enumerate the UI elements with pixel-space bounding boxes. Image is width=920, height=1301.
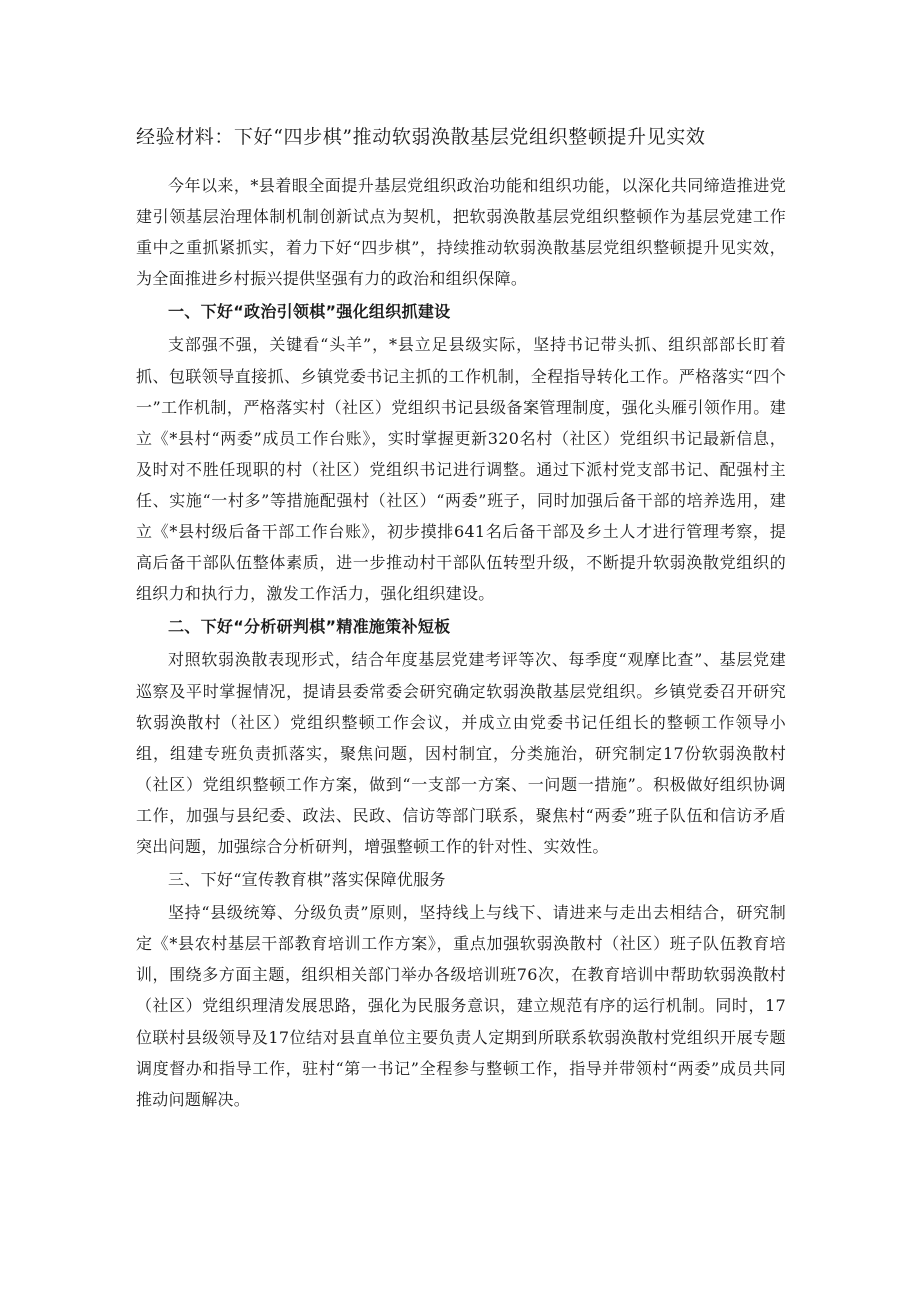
document-body [136,170,786,1115]
section-heading-1: 一、下好“政治引领棋”强化组织抓建设 [168,302,451,322]
section-body-3: 坚持“县级统筹、分级负责”原则，坚持线上与线下、请进来与走出去相结合，研究制定《*县农村基层干部教育培训工作方案》，重点加强软弱涣散村（社区）班子队伍教育培训，围绕多方面主题，组织相关部门举办各级培训班76次，在教育培训中帮助软弱涣散村（社区）党组织理清发展思路，强化为民服务意识，建立规范有序的运行机制。同时，17位联村县级领导及17位结对县直单位主要负责人定期到所联系软弱涣散村党组织开展专题调度督办和指导工作，驻村“第一书记”全程参与整顿工作，指导并带领村“两委”成员共同推动问题解决。 [136,903,786,1109]
section-heading-3: 三、下好“宣传教育棋”落实保障优服务 [168,870,446,890]
section-body-2: 对照软弱涣散表现形式，结合年度基层党建考评等次、每季度“观摩比查”、基层党建巡察及平时掌握情况，提请县委常委会研究确定软弱涣散基层党组织。乡镇党委召开研究软弱涣散村（社区）党组织整顿工作会议，并成立由党委书记任组长的整顿工作领导小组，组建专班负责抓落实，聚焦问题，因村制宜，分类施治，研究制定17份软弱涣散村（社区）党组织整顿工作方案，做到“一支部一方案、一问题一措施”。积极做好组织协调工作，加强与县纪委、政法、民政、信访等部门联系，聚焦村“两委”班子队伍和信访矛盾突出问题，加强综合分析研判，增强整顿工作的针对性、实效性。 [136,650,786,856]
document-title: 经验材料：下好“四步棋”推动软弱涣散基层党组织整顿提升见实效 [136,126,706,148]
intro-paragraph: 今年以来，*县着眼全面提升基层党组织政治功能和组织功能，以深化共同缔造推进党建引领基层治理体制机制创新试点为契机，把软弱涣散基层党组织整顿作为基层党建工作重中之重抓紧抓实，着力下好“四步棋”，持续推动软弱涣散基层党组织整顿提升见实效，为全面推进乡村振兴提供坚强有力的政治和组织保障。 [136,176,786,289]
section-body-1: 支部强不强，关键看“头羊”，*县立足县级实际，坚持书记带头抓、组织部部长盯着抓、包联领导直接抓、乡镇党委书记主抓的工作机制，全程指导转化工作。严格落实“四个一”工作机制，严格落实村（社区）党组织书记县级备案管理制度，强化头雁引领作用。建立《*县村“两委”成员工作台账》，实时掌握更新320名村（社区）党组织书记最新信息，及时对不胜任现职的村（社区）党组织书记进行调整。通过下派村党支部书记、配强村主任、实施“一村多”等措施配强村（社区）“两委”班子，同时加强后备干部的培养选用，建立《*县村级后备干部工作台账》，初步摸排641名后备干部及乡土人才进行管理考察，提高后备干部队伍整体素质，进一步推动村干部队伍转型升级，不断提升软弱涣散党组织的组织力和执行力，激发工作活力，强化组织建设。 [136,335,786,604]
section-heading-2: 二、下好“分析研判棋”精准施策补短板 [168,617,451,637]
